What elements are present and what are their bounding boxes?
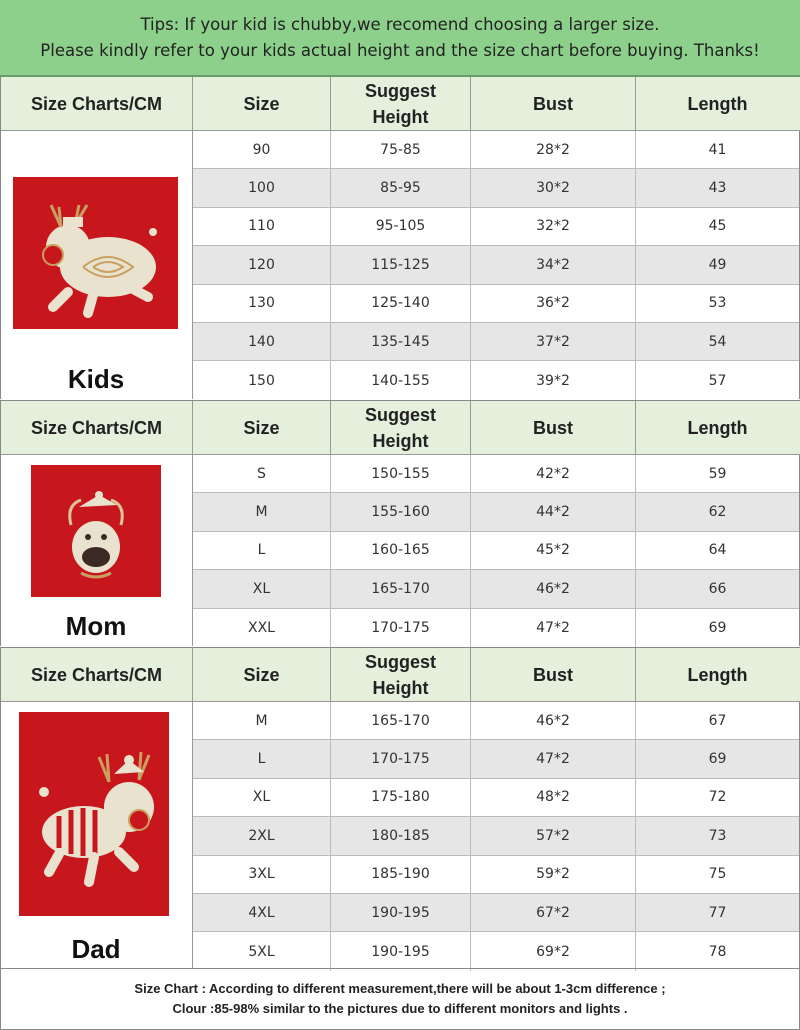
reindeer-dad-pattern-icon [19,712,169,916]
table-row [193,246,799,284]
dad-section [0,647,800,968]
cell-size: 3XL [193,856,331,893]
header-height-line-2: Height [372,678,429,698]
cell-height: 165-170 [331,570,471,607]
tips-line-1: Tips: If your kid is chubby,we recomend choosing a larger size. [140,14,660,34]
cell-size: 2XL [193,817,331,854]
mom-header-row [1,401,800,455]
cell-height: 160-165 [331,532,471,569]
cell-length: 69 [708,619,727,636]
cell-height: 190-195 [331,894,471,931]
dad-header-row [1,648,800,702]
cell-size: XL [193,779,331,816]
cell-length: 67 [708,712,727,729]
header-length: Length [687,665,748,685]
header-bust: Bust [471,648,636,702]
cell-size: 4XL [193,894,331,931]
cell-bust: 47*2 [471,740,636,777]
cell-length: 54 [708,333,727,350]
header-size-charts: Size Charts/CM [1,77,193,131]
cell-bust: 32*2 [471,208,636,245]
table-row [193,702,799,740]
kids-section [0,77,800,399]
cell-size: XL [193,570,331,607]
cell-length: 53 [708,295,727,312]
mom-label: Mom [65,611,127,641]
table-row [193,817,799,855]
dad-rows [193,702,799,971]
cell-size: M [193,493,331,530]
cell-size: 120 [193,246,331,283]
cell-bust: 37*2 [471,323,636,360]
footer-notes [0,968,800,1030]
header-suggest-height [331,401,471,455]
cell-bust: 30*2 [471,169,636,206]
table-row [193,609,799,647]
table-row [193,532,799,570]
cell-height: 180-185 [331,817,471,854]
table-row [193,455,799,493]
cell-height: 170-175 [331,609,471,647]
header-size: Size [193,401,331,455]
cell-size: 110 [193,208,331,245]
cell-bust: 46*2 [471,702,636,739]
cell-length: 59 [708,465,727,482]
cell-height: 75-85 [331,131,471,168]
cell-bust: 39*2 [471,361,636,399]
cell-size: 5XL [193,932,331,970]
header-size: Size [193,648,331,702]
cell-length: 64 [708,542,727,559]
kids-header-row [1,77,800,131]
cell-length: 43 [708,180,727,197]
header-bust: Bust [471,401,636,455]
cell-bust: 59*2 [471,856,636,893]
cell-height: 150-155 [331,455,471,492]
mom-rows [193,455,799,647]
header-height-line-2: Height [372,107,429,127]
header-size-charts: Size Charts/CM [1,648,193,702]
table-row [193,285,799,323]
table-row [193,856,799,894]
cell-length: 78 [708,943,727,960]
mom-section [0,400,800,646]
table-row [193,779,799,817]
cell-height: 85-95 [331,169,471,206]
cell-size: 100 [193,169,331,206]
cell-bust: 28*2 [471,131,636,168]
cell-length: 41 [708,141,727,158]
cell-bust: 46*2 [471,570,636,607]
cell-length: 72 [708,789,727,806]
header-length: Length [687,94,748,114]
cell-size: 90 [193,131,331,168]
kids-label: Kids [67,364,125,394]
header-size: Size [193,77,331,131]
mom-picture-cell [1,455,193,646]
cell-length: 62 [708,504,727,521]
cell-size: XXL [193,609,331,647]
table-row [193,493,799,531]
reindeer-mom-pattern-icon [31,465,161,597]
table-row [193,932,799,970]
table-row [193,169,799,207]
cell-length: 45 [708,218,727,235]
cell-length: 69 [708,751,727,768]
cell-length: 49 [708,256,727,273]
cell-height: 125-140 [331,285,471,322]
cell-size: M [193,702,331,739]
cell-bust: 42*2 [471,455,636,492]
header-height-line-1: Suggest [364,652,436,672]
table-row [193,208,799,246]
cell-size: L [193,532,331,569]
cell-bust: 47*2 [471,609,636,647]
header-suggest-height [331,648,471,702]
header-bust: Bust [471,77,636,131]
footer-line-2: Clour :85-98% similar to the pictures due to different monitors and lights . [172,1001,628,1016]
kids-rows [193,131,799,400]
cell-length: 77 [708,904,727,921]
cell-bust: 44*2 [471,493,636,530]
cell-bust: 36*2 [471,285,636,322]
header-suggest-height [331,77,471,131]
tips-banner [0,0,800,77]
kids-picture-cell [1,131,193,399]
cell-height: 135-145 [331,323,471,360]
cell-bust: 57*2 [471,817,636,854]
table-row [193,740,799,778]
cell-bust: 48*2 [471,779,636,816]
cell-size: 150 [193,361,331,399]
header-height-line-1: Suggest [364,405,436,425]
footer-line-1: Size Chart : According to different measurement,there will be about 1-3cm difference ; [134,981,666,996]
table-row [193,131,799,169]
cell-length: 66 [708,580,727,597]
header-length: Length [687,418,748,438]
cell-length: 75 [708,866,727,883]
cell-length: 73 [708,827,727,844]
cell-height: 185-190 [331,856,471,893]
cell-size: 140 [193,323,331,360]
tips-line-2: Please kindly refer to your kids actual height and the size chart before buying. Thanks! [40,40,760,60]
header-height-line-2: Height [372,431,429,451]
table-row [193,570,799,608]
table-row [193,894,799,932]
cell-size: 130 [193,285,331,322]
cell-bust: 67*2 [471,894,636,931]
cell-bust: 69*2 [471,932,636,970]
cell-height: 170-175 [331,740,471,777]
cell-length: 57 [708,372,727,389]
cell-height: 140-155 [331,361,471,399]
cell-size: L [193,740,331,777]
cell-height: 175-180 [331,779,471,816]
cell-height: 155-160 [331,493,471,530]
table-row [193,361,799,399]
cell-bust: 45*2 [471,532,636,569]
table-row [193,323,799,361]
reindeer-kids-pattern-icon [13,177,178,329]
header-size-charts: Size Charts/CM [1,401,193,455]
cell-height: 95-105 [331,208,471,245]
dad-label: Dad [71,934,121,964]
cell-height: 190-195 [331,932,471,970]
dad-picture-cell [1,702,193,969]
cell-size: S [193,455,331,492]
cell-height: 165-170 [331,702,471,739]
cell-bust: 34*2 [471,246,636,283]
header-height-line-1: Suggest [364,81,436,101]
cell-height: 115-125 [331,246,471,283]
